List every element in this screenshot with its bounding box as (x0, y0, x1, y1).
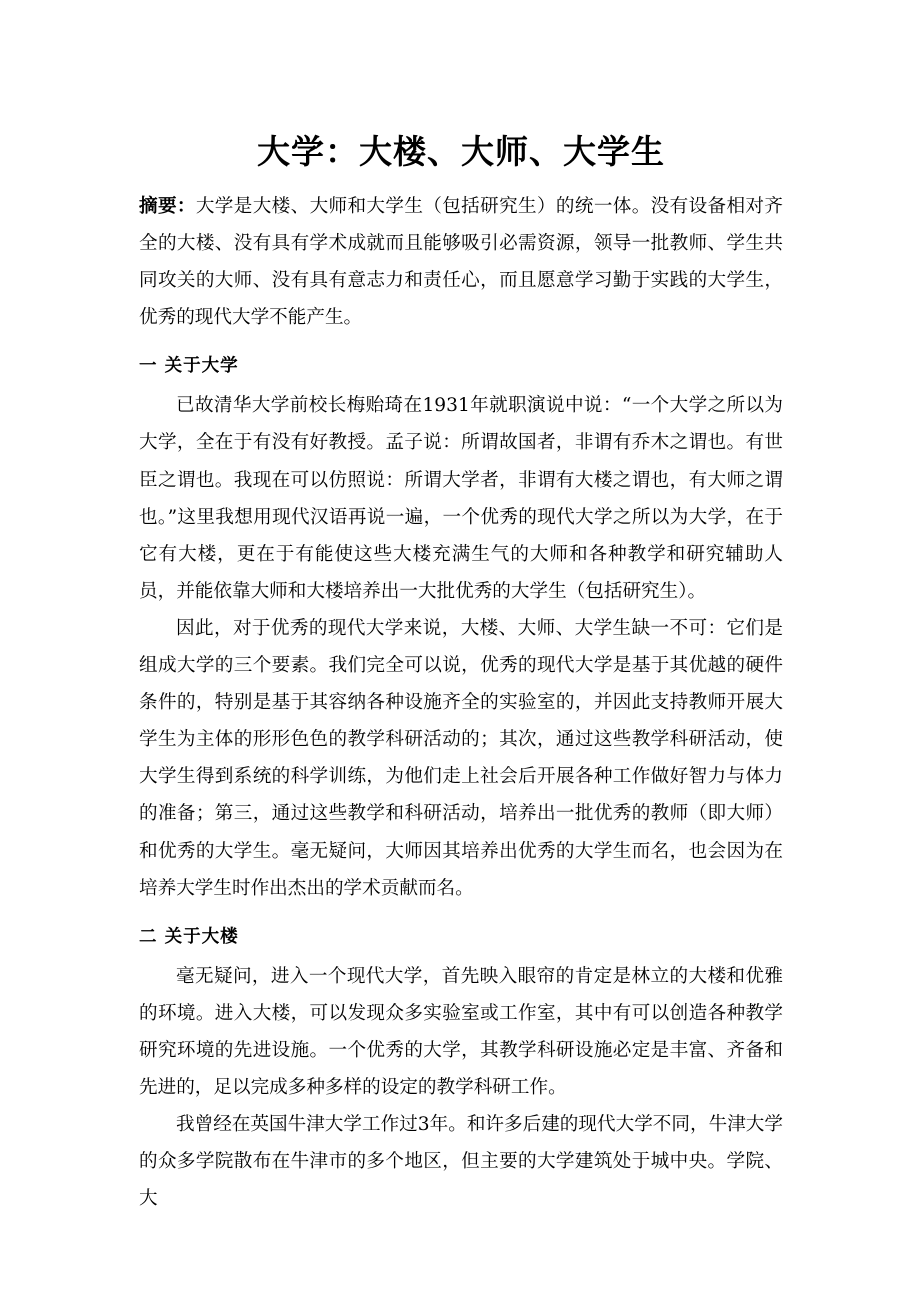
abstract-paragraph (139, 188, 783, 336)
section-heading-1: 一 关于大学 (139, 356, 239, 377)
section-1-paragraph-1: 已故清华大学前校长梅贻琦在1931年就职演说中说：“一个大学之所以为大学，全在于有没有好教授。孟子说：所谓故国者，非谓有乔木之谓也。有世臣之谓也。我现在可以仿照说：所谓大学者，非谓有大楼之谓也，有大师之谓也。”这里我想用现代汉语再说一遍，一个优秀的现代大学之所以为大学，在于它有大楼，更在于有能使这些大楼充满生气的大师和各种教学和研究辅助人员，并能依靠大师和大楼培养出一大批优秀的大学生（包括研究生）。 (139, 395, 783, 602)
section-2-paragraph-1: 毫无疑问，进入一个现代大学，首先映入眼帘的肯定是林立的大楼和优雅的环境。进入大楼，可以发现众多实验室或工作室，其中有可以创造各种教学研究环境的先进设施。一个优秀的大学，其教学科研设施必定是丰富、齐备和先进的，足以完成多种多样的设定的教学科研工作。 (139, 965, 783, 1098)
document-page (139, 130, 783, 1217)
section-1-paragraph-2: 因此，对于优秀的现代大学来说，大楼、大师、大学生缺一不可：它们是组成大学的三个要素。我们完全可以说，优秀的现代大学是基于其优越的硬件条件的，特别是基于其容纳各种设施齐全的实验室的，并因此支持教师开展大学生为主体的形形色色的教学科研活动的；其次，通过这些教学科研活动，使大学生得到系统的科学训练，为他们走上社会后开展各种工作做好智力与体力的准备；第三，通过这些教学和科研活动，培养出一批优秀的教师（即大师）和优秀的大学生。毫无疑问，大师因其培养出优秀的大学生而名，也会因为在培养大学生时作出杰出的学术贡献而名。 (139, 617, 783, 899)
section-heading-2: 二 关于大楼 (139, 926, 239, 947)
abstract-label: 摘要： (139, 196, 196, 217)
document-title: 大学：大楼、大师、大学生 (257, 132, 665, 171)
section-2-paragraph-2: 我曾经在英国牛津大学工作过3年。和许多后建的现代大学不同，牛津大学的众多学院散布在牛津市的多个地区，但主要的大学建筑处于城中央。学院、大 (139, 1114, 783, 1210)
abstract-text: 大学是大楼、大师和大学生（包括研究生）的统一体。没有设备相对齐全的大楼、没有具有学术成就而且能够吸引必需资源，领导一批教师、学生共同攻关的大师、没有具有意志力和责任心，而且愿意学习勤于实践的大学生，优秀的现代大学不能产生。 (139, 196, 783, 329)
